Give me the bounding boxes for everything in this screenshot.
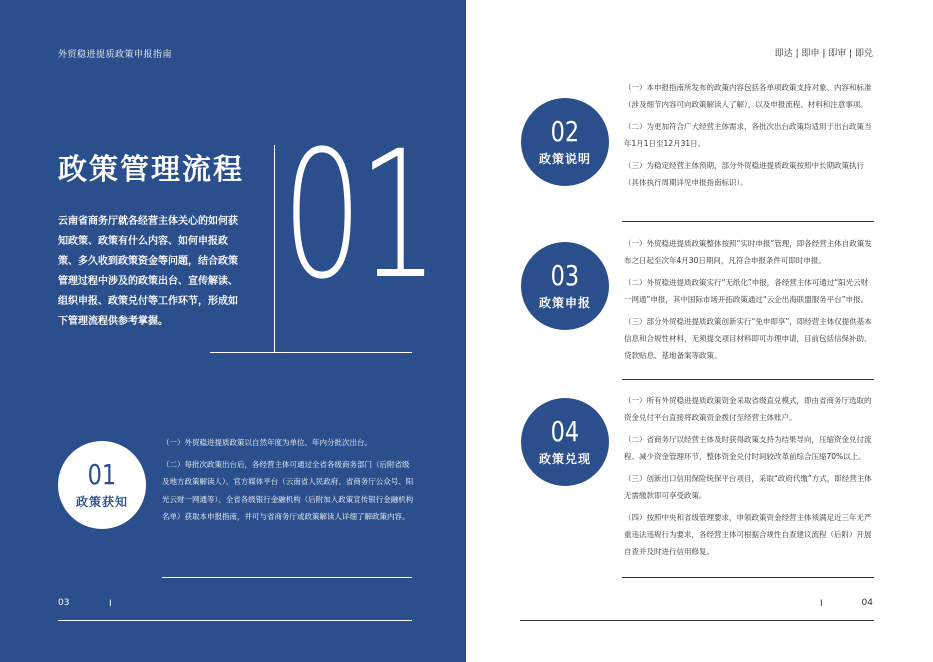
list-item: （三）为稳定经营主体预期，部分外贸稳进提质政策按照中长期政策执行（具体执行周期详见申报指南标识）。 — [624, 161, 864, 187]
intro-paragraph: 云南省商务厅就各经营主体关心的如何获知政策、政策有什么内容、如何申报政策、多久收到政策资金等问题，结合政策管理过程中涉及的政策出台、宣传解读、组织申报、政策兑付等工作环节，形成如下管理流程供参考掌握。 — [58, 216, 238, 327]
section-badge-03 — [521, 242, 609, 330]
left-page — [0, 0, 466, 662]
section-badge-04 — [521, 398, 609, 486]
page-number-right: 04 — [861, 598, 873, 608]
section-badge-02 — [521, 98, 609, 186]
list-item: （一）外贸稳进提质政策整体按照“实时申报”管理，即各经营主体自政策发布之日起至次年4月30日期间，凡符合申报条件可即时申报。 — [624, 239, 872, 265]
page-tick-mark: I — [109, 599, 112, 609]
divider-line — [622, 379, 874, 380]
section-04-text — [624, 392, 874, 565]
list-item: （四）按照中央和省级管理要求，申领政策资金经营主体须满足近三年无严重违法违规行为要求，各经营主体可根据合规性自查建议流程（后附）开展自查并及时进行信用修复。 — [624, 513, 872, 556]
list-item: （二）为更加符合广大经营主体需求，各批次出台政策均适用于出台政策当年1月1日至12月31日。 — [624, 122, 872, 148]
section-number: 03 — [550, 258, 580, 292]
list-item: （三）创新出口信用保险统保平台项目，采取“政府代缴”方式，即经营主体无需缴款即可享受政策。 — [624, 474, 872, 500]
section-number: 02 — [550, 114, 580, 148]
section-number: 04 — [550, 414, 580, 448]
list-item: （二）每批次政策出台后，各经营主体可通过全省各级商务部门（后附省级及地方政策解读人）、官方媒体平台（云南省人民政府、省商务厅公众号、阳光云财一网通等）、全省各级银行金融机构（后附加入政策宣传银行金融机构名单）获取本申报指南，并可与省商务厅或政策解读人详细了解政策内容。 — [162, 459, 414, 521]
section-number: 01 — [87, 457, 117, 491]
list-item: （一）本申报指南所发布的政策内容包括各单项政策支持对象、内容和标准（涉及细节内容可向政策解读人了解），以及申报流程、材料和注意事项。 — [624, 83, 872, 109]
page-header-right: 即达 | 即申 | 即审 | 即兑 — [774, 49, 873, 59]
list-item: （三）部分外贸稳进提质政策创新实行“免申即享”，即经营主体仅提供基本信息和合规性材料，无须提交项目材料即可办理申请，目前包括信保补助、贷款贴息、基地备案等政策。 — [624, 317, 872, 360]
page-tick-mark: I — [820, 599, 823, 609]
section-03-text — [624, 235, 874, 369]
footer-line — [58, 620, 412, 621]
list-item: （二）省商务厅以经营主体及时获得政策支持为结果导向，压缩资金兑付流程、减少资金管理环节，整体资金兑付时间较改革前综合压缩70%以上。 — [624, 435, 872, 461]
page-title: 政策管理流程 — [58, 152, 245, 186]
divider-line — [210, 352, 412, 353]
list-item: （一）所有外贸稳进提质政策资金采取省级直兑模式，即由省商务厅选取的资金兑付平台直接将政策资金拨付至经营主体账户。 — [624, 396, 872, 422]
page-header-left: 外贸稳进提质政策申报指南 — [58, 50, 173, 60]
divider-line — [622, 221, 874, 222]
big-section-number: 01 — [282, 113, 435, 318]
divider-line — [622, 577, 874, 578]
section-01-text — [162, 434, 414, 530]
page-number-left: 03 — [58, 598, 70, 608]
vertical-divider — [274, 145, 275, 353]
footer-line — [520, 620, 874, 621]
section-badge-01 — [58, 441, 146, 529]
section-02-text — [624, 79, 874, 196]
divider-line — [162, 577, 412, 578]
list-item: （一）外贸稳进提质政策以自然年度为单位、年内分批次出台。 — [162, 438, 372, 447]
section-label: 政策获知 — [75, 494, 128, 509]
section-label: 政策说明 — [538, 151, 591, 166]
section-label: 政策申报 — [538, 295, 591, 310]
list-item: （二）外贸稳进提质政策实行“无纸化”申报，各经营主体可通过“阳光云财一网通”申报，其中国际市场开拓政策通过“云企出海联盟服务平台”申报。 — [624, 278, 869, 304]
section-label: 政策兑现 — [538, 451, 591, 466]
